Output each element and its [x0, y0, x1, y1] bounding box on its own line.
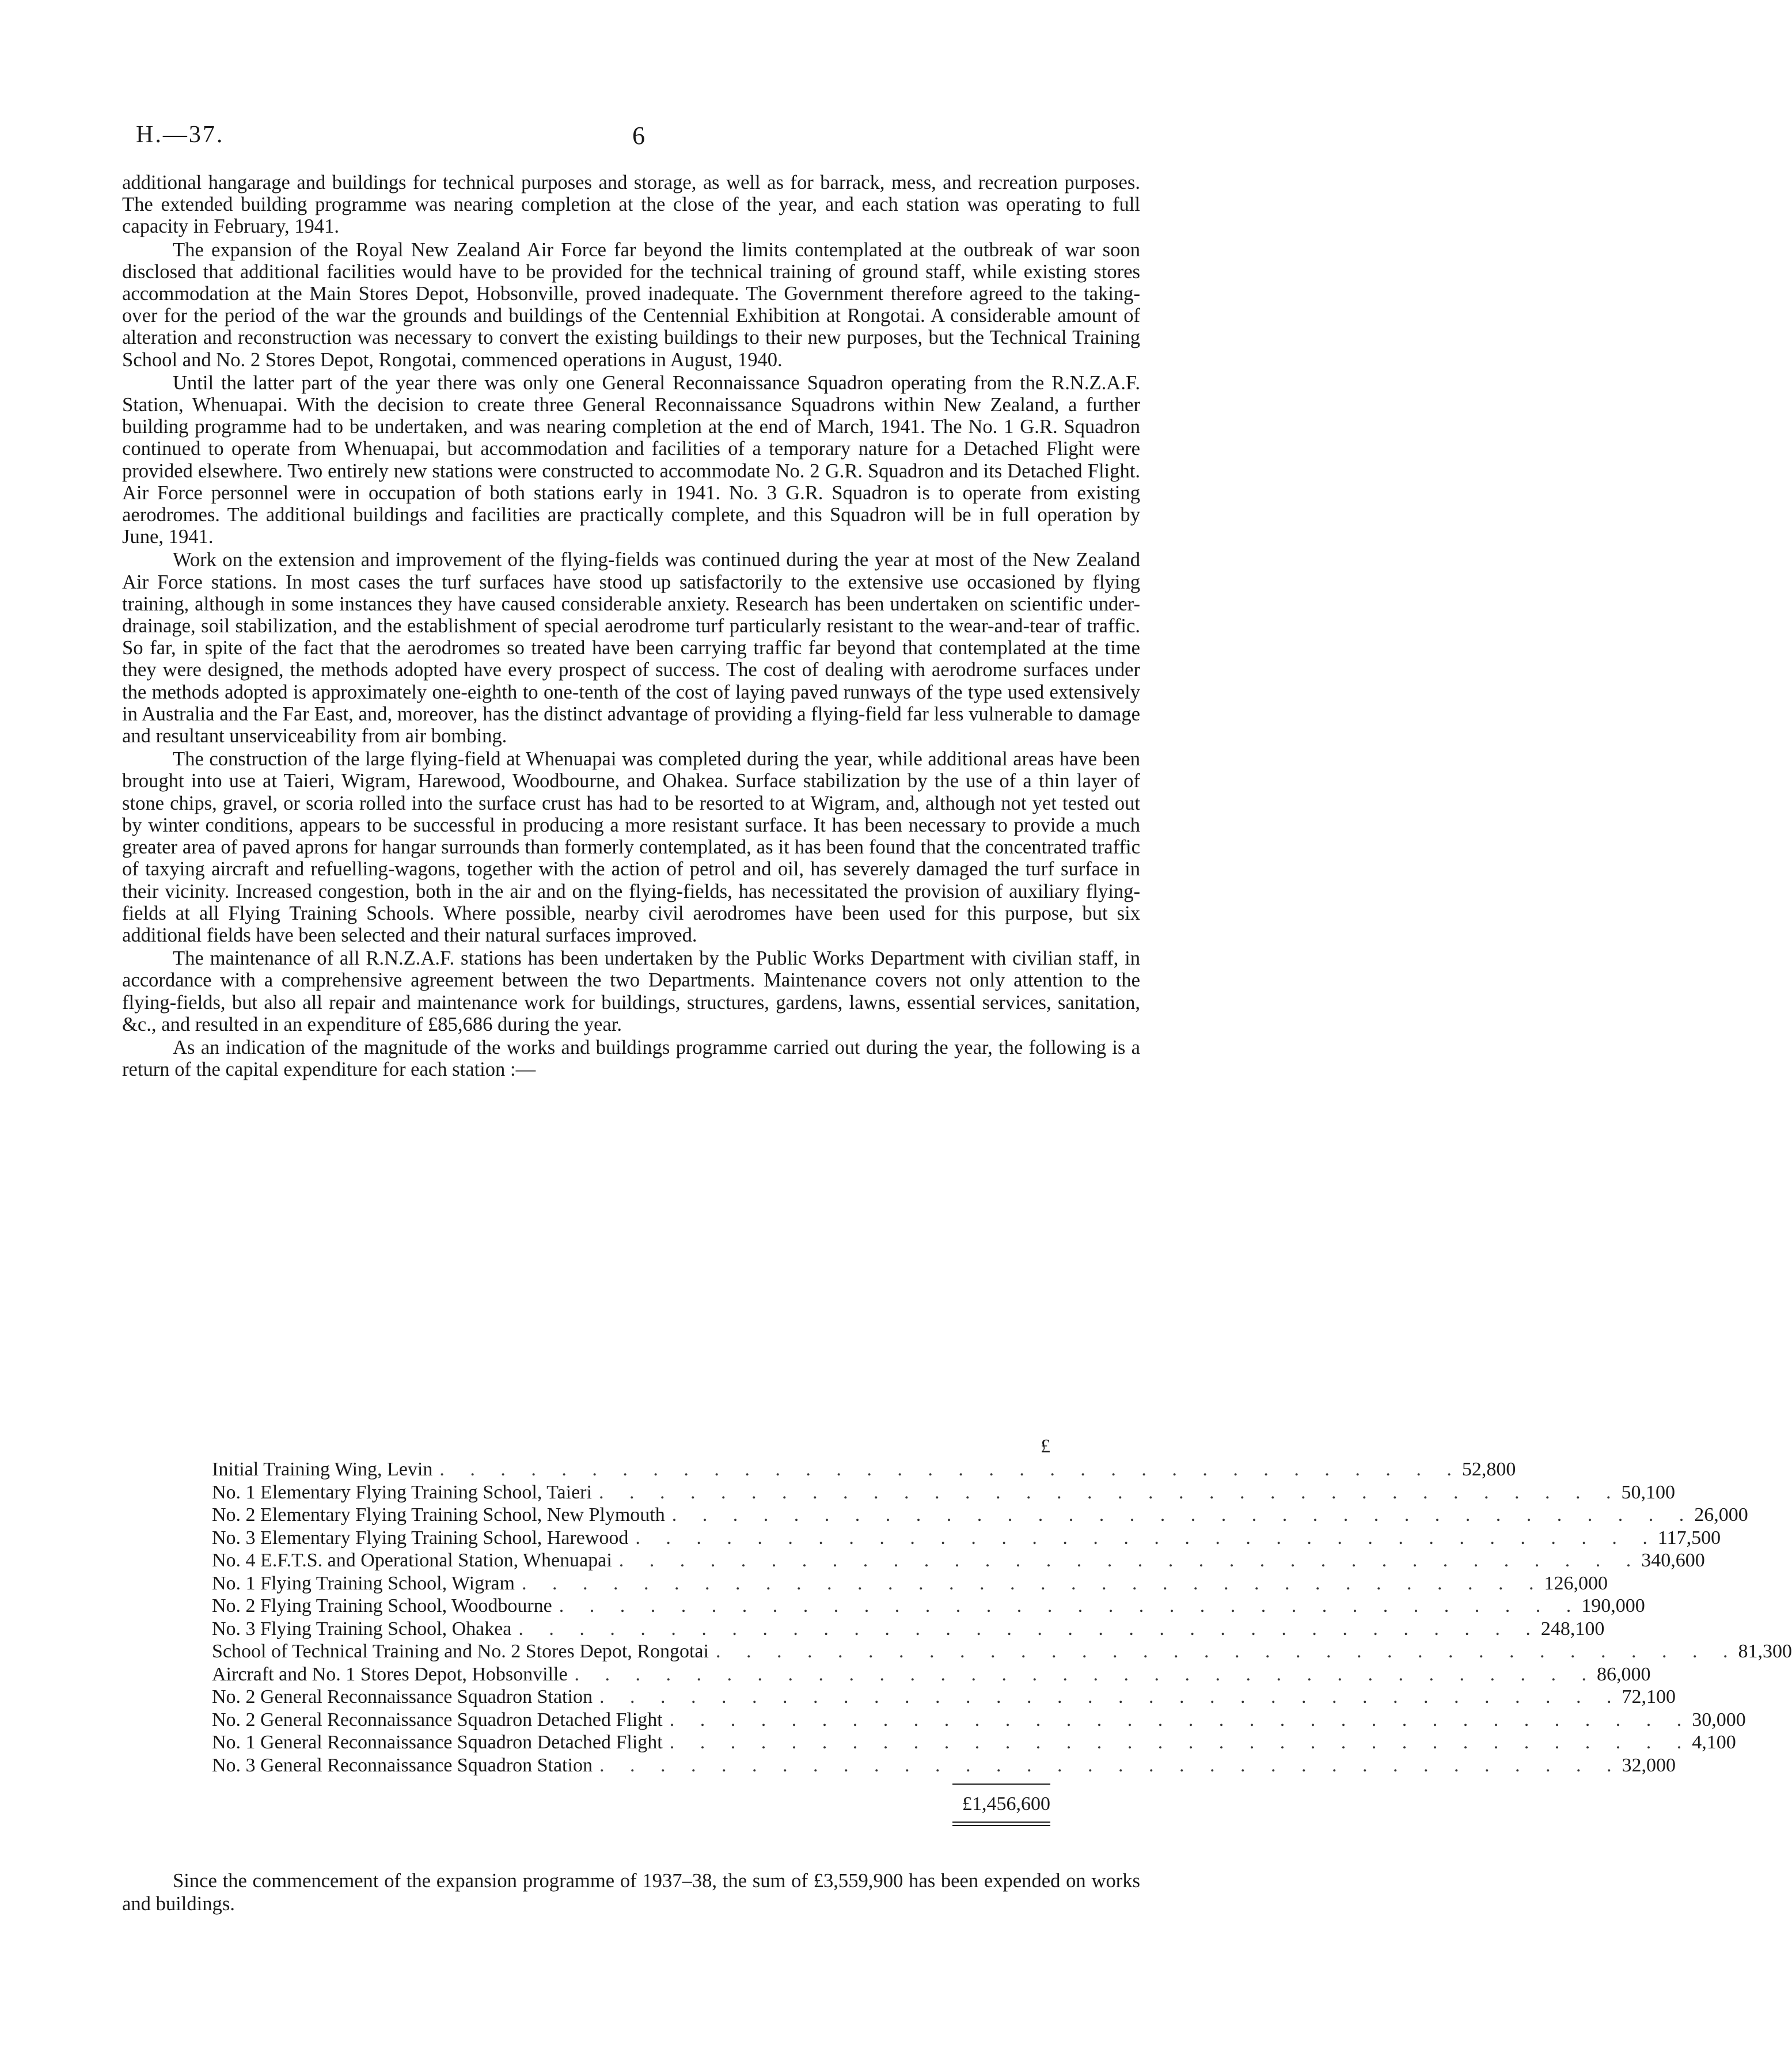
expenditure-rows [212, 1458, 1792, 1777]
leader-dots: . . . . . . . . . . . . . . . . . . . . . . . . . . . . . . . . . . [559, 1595, 1582, 1617]
leader-dots: . . . . . . . . . . . . . . . . . . . . . . . . . . . . . . . . . . [715, 1641, 1738, 1662]
station-amount: 117,500 [1657, 1527, 1721, 1549]
paragraph: Work on the extension and improvement of the flying-fields was continued during the year at most of the New Zealand Air Force stations. In most cases the turf surfaces have stood up satisfactorily to the extensive use occasioned by flying training, although in some instances they have caused considerable anxiety. Research has been undertaken on scientific under-drainage, soil stabilization, and the establishment of special aerodrome turf particularly resistant to the wear-and-tear of traffic. So far, in spite of the fact that the aerodromes so treated have been carrying traffic far beyond that contemplated at the time they were designed, the methods adopted have every prospect of success. The cost of dealing with aerodrome surfaces under the methods adopted is approximately one-eighth to one-tenth of the cost of laying paved runways of the type used extensively in Australia and the Far East, and, moreover, has the distinct advantage of providing a flying-field far less vulnerable to damage and resultant unserviceability from air bombing. [122, 549, 1140, 747]
expenditure-total: £1,456,600 [962, 1793, 1050, 1815]
station-amount: 26,000 [1694, 1504, 1748, 1526]
expenditure-row [212, 1686, 1676, 1709]
leader-dots: . . . . . . . . . . . . . . . . . . . . . . . . . . . . . . . . . . [522, 1572, 1544, 1594]
station-amount: 30,000 [1692, 1709, 1746, 1731]
leader-dots: . . . . . . . . . . . . . . . . . . . . . . . . . . . . . . . . . . [671, 1504, 1695, 1526]
expenditure-row [212, 1458, 1516, 1481]
station-amount: 248,100 [1540, 1618, 1605, 1640]
closing-text [122, 1869, 1140, 1915]
station-amount: 32,000 [1622, 1754, 1676, 1776]
station-name: No. 2 Flying Training School, Woodbourne [212, 1595, 552, 1617]
station-name: Initial Training Wing, Levin [212, 1459, 433, 1480]
station-amount: 4,100 [1692, 1732, 1736, 1753]
expenditure-row [212, 1549, 1705, 1572]
station-amount: 340,600 [1641, 1550, 1705, 1571]
leader-dots: . . . . . . . . . . . . . . . . . . . . . . . . . . . . . . . . . . [598, 1481, 1622, 1503]
closing-paragraph: Since the commencement of the expansion programme of 1937–38, the sum of £3,559,900 has been expended on works and buildings. [122, 1870, 1140, 1915]
expenditure-row [212, 1640, 1792, 1663]
leader-dots: . . . . . . . . . . . . . . . . . . . . . . . . . . . . . . . . . . [635, 1527, 1658, 1549]
expenditure-table [212, 1435, 1792, 1826]
station-amount: 81,300 [1738, 1641, 1792, 1662]
station-name: Aircraft and No. 1 Stores Depot, Hobsonville [212, 1663, 568, 1685]
leader-dots: . . . . . . . . . . . . . . . . . . . . . . . . . . . . . . . . . . [574, 1663, 1597, 1685]
currency-heading: £ [1041, 1436, 1050, 1457]
station-amount: 72,100 [1622, 1686, 1676, 1707]
expenditure-row [212, 1595, 1645, 1618]
station-name: No. 2 Elementary Flying Training School, New Plymouth [212, 1504, 665, 1526]
expenditure-row [212, 1572, 1608, 1595]
leader-dots: . . . . . . . . . . . . . . . . . . . . . . . . . . . . . . . . . . [669, 1709, 1692, 1731]
leader-dots: . . . . . . . . . . . . . . . . . . . . . . . . . . . . . . . . . . [669, 1732, 1692, 1753]
station-name: School of Technical Training and No. 2 Stores Depot, Rongotai [212, 1641, 709, 1662]
station-name: No. 2 General Reconnaissance Squadron Station [212, 1686, 593, 1707]
expenditure-row [212, 1754, 1676, 1777]
station-name: No. 1 General Reconnaissance Squadron Detached Flight [212, 1732, 663, 1753]
leader-dots: . . . . . . . . . . . . . . . . . . . . . . . . . . . . . . . . . . [518, 1618, 1541, 1640]
paragraph: additional hangarage and buildings for technical purposes and storage, as well as for barrack, mess, and recreation purposes. The extended building programme was nearing completion at the close of the year, and each station was operating to full capacity in February, 1941. [122, 172, 1140, 238]
total-rule [952, 1784, 1050, 1785]
station-name: No. 4 E.F.T.S. and Operational Station, Whenuapai [212, 1550, 612, 1571]
station-amount: 50,100 [1621, 1481, 1675, 1503]
paragraph: The expansion of the Royal New Zealand Air Force far beyond the limits contemplated at the outbreak of war soon disclosed that additional facilities would have to be provided for the technical training of ground staff, while existing stores accommodation at the Main Stores Depot, Hobsonville, proved inadequate. The Government therefore agreed to the taking-over for the period of the war the grounds and buildings of the Centennial Exhibition at Rongotai. A considerable amount of alteration and reconstruction was necessary to convert the existing buildings to their new purposes, but the Technical Training School and No. 2 Stores Depot, Rongotai, commenced operations in August, 1940. [122, 238, 1140, 371]
paragraph: The maintenance of all R.N.Z.A.F. stations has been undertaken by the Public Works Department with civilian staff, in accordance with a comprehensive agreement between the two Departments. Maintenance covers not only attention to the flying-fields, but also all repair and maintenance work for buildings, structures, gardens, lawns, essential services, sanitation, &c., and resulted in an expenditure of £85,686 during the year. [122, 947, 1140, 1035]
page-number: 6 [632, 122, 645, 150]
station-name: No. 3 General Reconnaissance Squadron Station [212, 1754, 593, 1776]
document-reference: H.—37. [136, 122, 225, 148]
paragraph: The construction of the large flying-field at Whenuapai was completed during the year, while additional areas have been brought into use at Taieri, Wigram, Harewood, Woodbourne, and Ohakea. Surface stabilization by the use of a thin layer of stone chips, gravel, or scoria rolled into the surface crust has had to be resorted to at Wigram, and, although not yet tested out by winter conditions, appears to be successful in producing a more resistant surface. It has been necessary to provide a much greater area of paved aprons for hangar surrounds than formerly contemplated, as it has been found that the concentrated traffic of taxying aircraft and refuelling-wagons, together with the action of petrol and oil, has severely damaged the turf surface in their vicinity. Increased congestion, both in the air and on the flying-fields, has necessitated the provision of auxiliary flying-fields at all Flying Training Schools. Where possible, nearby civil aerodromes have been used for this purpose, but six additional fields have been selected and their natural surfaces improved. [122, 748, 1140, 946]
station-name: No. 3 Flying Training School, Ohakea [212, 1618, 512, 1640]
paragraph: Until the latter part of the year there was only one General Reconnaissance Squadron operating from the R.N.Z.A.F. Station, Whenuapai. With the decision to create three General Reconnaissance Squadrons within New Zealand, a further building programme had to be undertaken, and was nearing completion at the end of March, 1941. The No. 1 G.R. Squadron continued to operate from Whenuapai, but accommodation and facilities of a temporary nature for a Detached Flight were provided elsewhere. Two entirely new stations were constructed to accommodate No. 2 G.R. Squadron and its Detached Flight. Air Force personnel were in occupation of both stations early in 1941. No. 3 G.R. Squadron is to operate from existing aerodromes. The additional buildings and facilities are practically complete, and this Squadron will be in full operation by June, 1941. [122, 371, 1140, 548]
station-amount: 126,000 [1544, 1572, 1608, 1594]
expenditure-row [212, 1527, 1721, 1550]
station-amount: 52,800 [1461, 1459, 1516, 1480]
leader-dots: . . . . . . . . . . . . . . . . . . . . . . . . . . . . . . . . . . [618, 1550, 1642, 1571]
expenditure-row [212, 1504, 1748, 1527]
expenditure-row [212, 1663, 1651, 1686]
station-amount: 190,000 [1581, 1595, 1645, 1617]
expenditure-row [212, 1481, 1675, 1504]
station-name: No. 1 Flying Training School, Wigram [212, 1572, 515, 1594]
station-name: No. 3 Elementary Flying Training School, Harewood [212, 1527, 629, 1549]
paragraph: As an indication of the magnitude of the works and buildings programme carried out during the year, the following is a return of the capital expenditure for each station :— [122, 1036, 1140, 1081]
station-name: No. 1 Elementary Flying Training School, Taieri [212, 1481, 592, 1503]
expenditure-row [212, 1709, 1746, 1732]
page-header [0, 121, 1217, 155]
expenditure-row [212, 1618, 1605, 1641]
station-name: No. 2 General Reconnaissance Squadron Detached Flight [212, 1709, 663, 1731]
leader-dots: . . . . . . . . . . . . . . . . . . . . . . . . . . . . . . . . . . [599, 1686, 1622, 1707]
total-double-underline [952, 1822, 1050, 1826]
expenditure-row [212, 1731, 1736, 1754]
leader-dots: . . . . . . . . . . . . . . . . . . . . . . . . . . . . . . . . . . [599, 1754, 1622, 1776]
station-amount: 86,000 [1597, 1663, 1651, 1685]
leader-dots: . . . . . . . . . . . . . . . . . . . . . . . . . . . . . . . . . . [439, 1459, 1462, 1480]
body-text [122, 172, 1140, 1082]
